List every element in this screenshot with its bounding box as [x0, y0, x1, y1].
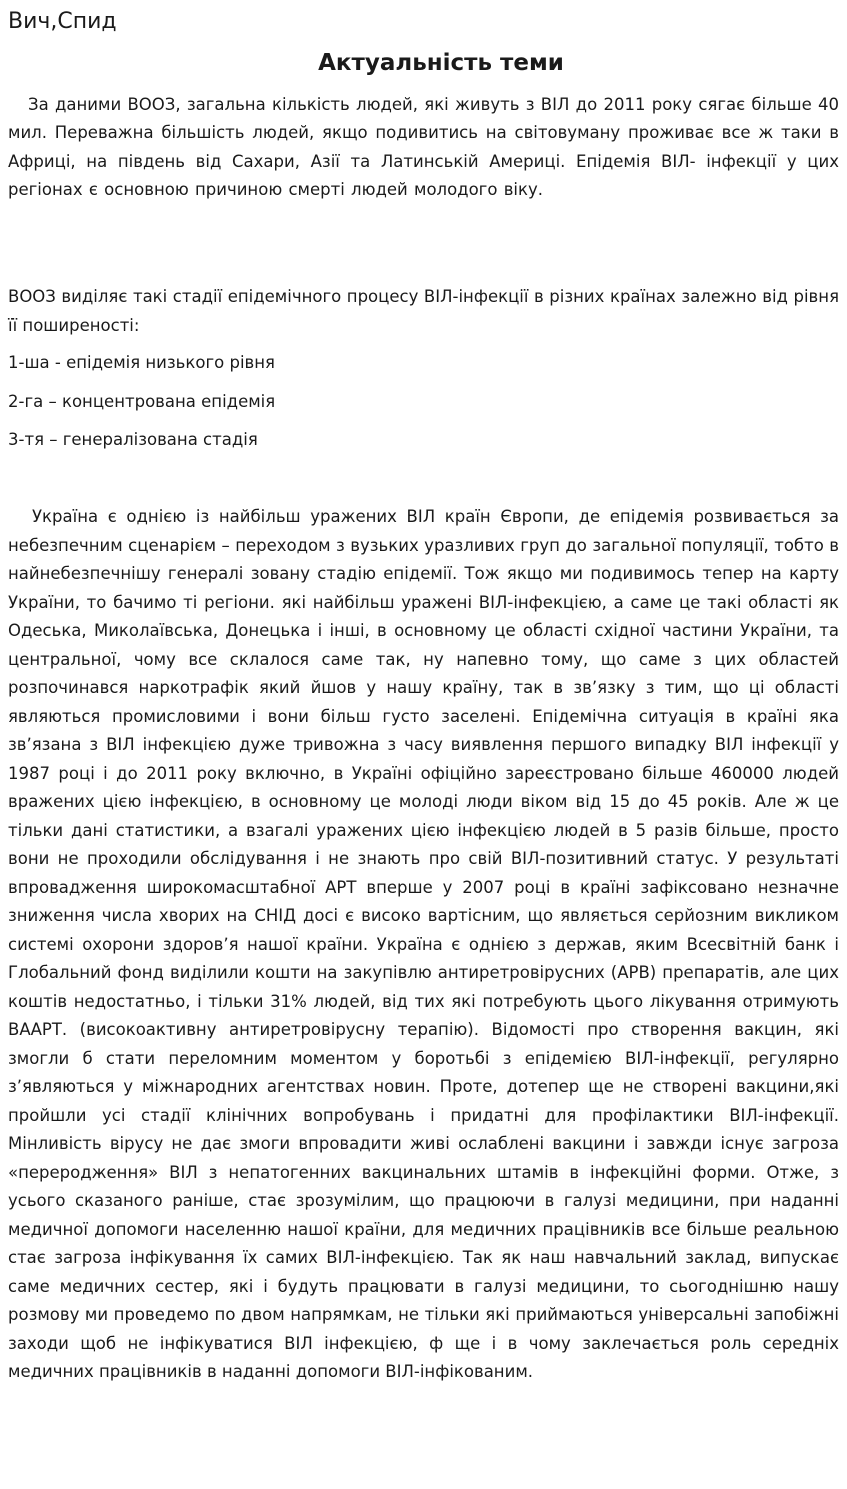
stages-intro-paragraph: ВООЗ виділяє такі стадії епідемічного процесу ВІЛ-інфекції в різних країнах залежно від рівня її поширеності:	[8, 287, 839, 335]
stage-item-2: 2-га – концентрована епідемія	[8, 392, 276, 411]
ukraine-paragraph: Україна є однією із найбільш уражених ВІЛ країн Європи, де епідемія розвивається за небезпечним сценарієм – переходом з вузьких уразливих груп до загальної популяції, тобто в найнебезпечнішу генералі зовану стадію епідемії. Тож якщо ми подивимось тепер на карту України, то бачимо ті регіони. які найбільш уражені ВІЛ-інфекцією, а саме це такі області як Одеська, Миколаївська, Донецька і інші, в основному це області східної частини України, та центральної, чому все склалося саме так, ну напевно тому, що саме з цих областей розпочинався наркотрафік який йшов у нашу країну, так в звʼязку з тим, що ці області являються промисловими і вони більш густо заселені. Епідемічна ситуація в країні яка звʼязана з ВІЛ інфекцією дуже тривожна з часу виявлення першого випадку ВІЛ інфекції у 1987 році і до 2011 року включно, в Україні офіційно зареєстровано більше 460000 людей вражених цією інфекцією, в основному це молоді люди віком від 15 до 45 років. Але ж це тільки дані статистики, а взагалі уражених цією інфекцією людей в 5 разів більше, просто вони не проходили обслідування і не знають про свій ВІЛ-позитивний статус. У результаті впровадження широкомасштабної АРТ вперше у 2007 році в країні зафіксовано незначне зниження числа хворих на СНІД досі є високо вартісним, що являється серйозним викликом системі охорони здоровʼя нашої країни. Україна є однією з держав, яким Всесвітній банк і Глобальний фонд виділили кошти на закупівлю антиретровірусних (АРВ) препаратів, але цих коштів недостатньо, і тільки 31% людей, від тих які потребують цього лікування отримують ВААРТ. (високоактивну антиретровірусну терапію). Відомості про створення вакцин, які змогли б стати переломним моментом у боротьбі з епідемією ВІЛ-інфекції, регулярно зʼявляються у міжнародних агентствах новин. Проте, дотепер ще не створені вакцини,які пройшли усі стадії клінічних вопробувань і придатні для профілактики ВІЛ-інфекції. Мінливість вірусу не дає змоги впровадити живі ослаблені вакцини і завжди існує загроза «переродження» ВІЛ з непатогенних вакцинальних штамів в інфекційні форми. Отже, з усього сказаного раніше, стає зрозумілим, що працюючи в галузі медицини, при наданні медичної допомоги населенню нашої країни, для медичних працівників все більше реальною стає загроза інфікування їх самих ВІЛ-інфекцією. Так як наш навчальний заклад, випускає саме медичних сестер, які і будуть працювати в галузі медицини, то сьогоднішню нашу розмову ми проведемо по двом напрямкам, не тільки які приймаються універсальні запобіжні заходи щоб не інфікуватися ВІЛ інфекцією, ф ще і в чому заклечається роль середніх медичних працівників в наданні допомоги ВІЛ-інфікованим.	[8, 507, 839, 1381]
stage-item-1: 1-ша - епідемія низького рівня	[8, 353, 275, 372]
stage-item-3: 3-тя – генералізована стадія	[8, 430, 258, 449]
document-label: Вич,Спид	[8, 9, 117, 34]
page-title: Актуальність теми	[318, 50, 564, 76]
intro-paragraph: За даними ВООЗ, загальна кількість людей, які живуть з ВІЛ до 2011 року сягає більше 40 мил. Переважна більшість людей, якщо подивитись на світовуману проживає все ж таки в Африці, на південь від Сахари, Азії та Латинській Америці. Епідемія ВІЛ- інфекції у цих регіонах є основною причиною смерті людей молодого віку.	[8, 95, 839, 200]
